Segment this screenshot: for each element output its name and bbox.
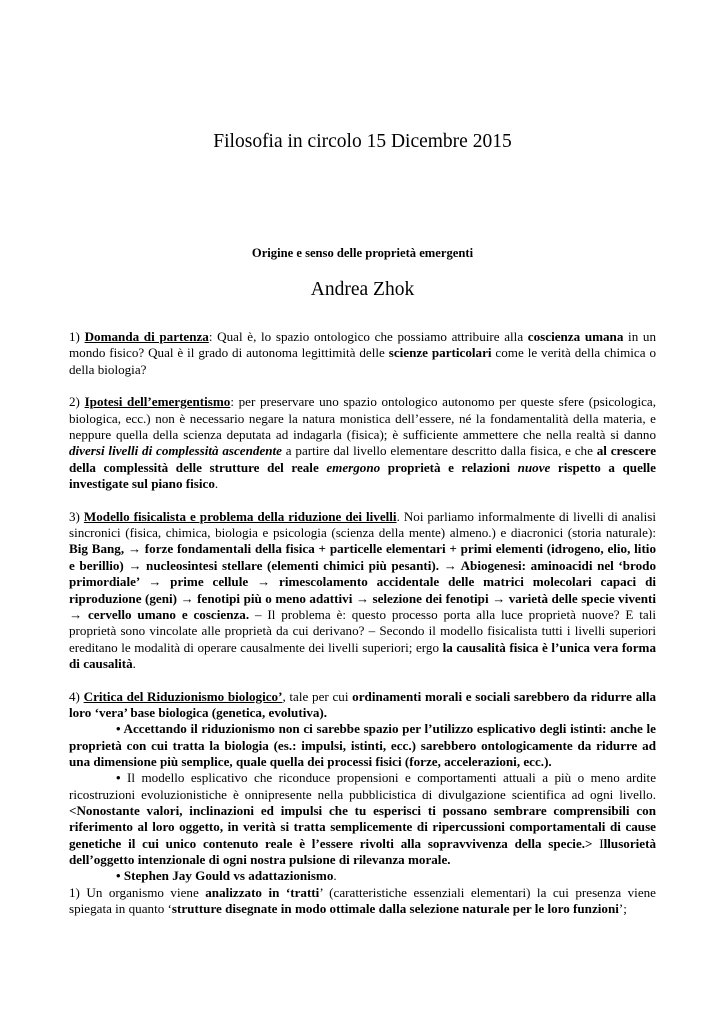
bold-run: strutture disegnate in modo ottimale dalla selezione naturale per le loro funzioni (171, 901, 619, 917)
text-run: : per preservare uno spazio ontologico autonomo per queste sfere (psicologica, biologica, ecc.) non è necessario negare la natura monistica dell’essere, né la fondamentalità della materia, e neppure quella della scienza deputata ad indagarla (fisica); è sufficiente ammettere che nella realtà si danno (69, 394, 656, 443)
bold-italic-run: diversi livelli di complessità ascendente (69, 443, 282, 459)
text-run: come le verità della chimica o della biologia? (69, 345, 656, 377)
text-run: . Noi parliamo informalmente di livelli di analisi sincronici (fisica, chimica, biologia e psicologia (scienza della mente) almeno.) e diacronici (storia naturale): (69, 508, 656, 541)
text-run: , tale per cui (282, 688, 353, 704)
paragraph-heading: Ipotesi dell’emergentismo (84, 394, 231, 410)
paragraph-gap (69, 378, 656, 394)
bold-run: al crescere della complessità delle strutture del reale (69, 443, 656, 475)
bullet-paragraph (69, 770, 656, 868)
numbered-paragraph (69, 885, 656, 918)
paragraph-number: 4) (69, 688, 84, 704)
document-subtitle: Origine e senso delle proprietà emergenti (251, 246, 474, 260)
document-title: Filosofia in circolo 15 Dicembre 2015 (213, 131, 512, 152)
text-run: – Il problema è: questo processo porta alla luce proprietà nuove? E tali proprietà sono vincolate alle proprietà da cui derivano? – Secondo il modello fisicalista tutti i livelli superiori ereditano le modalità di operare causalmente dei livelli superiori; ergo (69, 606, 657, 655)
bold-run: analizzato in ‘tratti (205, 884, 320, 900)
text-run: I (592, 835, 604, 851)
text-run: ’; (618, 901, 627, 917)
paragraph-number: 3) (69, 508, 84, 524)
text-run: 1) Un organismo viene (69, 884, 206, 900)
bullet-marker: • (116, 770, 128, 786)
paragraph-gap (69, 492, 656, 508)
bold-run: <Nonostante valori, inclinazioni ed impulsi che tu esperisci ti possano sembrare comprensibili con riferimento al loro oggetto, in verità si tratta semplicemente di ripercussioni comportamentali di cause genetiche il cui unico contenuto reale è l’essere rivolti alla sopravvivenza della specie.> (69, 802, 656, 851)
text-run: : Qual è, lo spazio ontologico che possiamo attribuire alla (208, 329, 528, 344)
bold-italic-run: emergono (326, 459, 381, 475)
bold-run: coscienza umana (527, 329, 624, 344)
bold-run: la causalità fisica è l’unica vera forma di causalità (69, 639, 656, 671)
bold-run: • Stephen Jay Gould vs adattazionismo (116, 868, 334, 884)
paragraph-number: 1) (69, 329, 85, 344)
text-run: . (132, 655, 136, 671)
bold-run: llusorietà dell’oggetto intenzionale di ogni nostra pulsione di rilevanza morale. (69, 835, 657, 867)
bold-run: scienze particolari (388, 345, 492, 361)
text-run: a partire dal livello elementare descritto dalla fisica, e che (282, 443, 597, 459)
paragraph-heading: Domanda di partenza (84, 329, 209, 344)
bold-run: ordinamenti morali e sociali sarebbero da ridurre alla loro ‘vera’ base biologica (genetica, evolutiva). (69, 688, 656, 720)
paragraph-1 (69, 329, 656, 378)
text-run: Il modello esplicativo che riconduce propensioni e comportamenti attuali a più o meno ardite ricostruzioni evoluzionistiche è onnipresente nella pubblicistica di divulgazione scientifica ad ogni livello. (69, 770, 657, 802)
paragraph-number: 2) (69, 394, 85, 410)
paragraph-heading: Modello fisicalista e problema della riduzione dei livelli (83, 508, 397, 524)
bullet-paragraph (69, 721, 656, 770)
paragraph-heading: Critica del Riduzionismo biologico’ (83, 688, 283, 704)
text-run: . (214, 476, 219, 492)
paragraph-4 (69, 689, 656, 722)
paragraph-2 (69, 394, 656, 492)
text-run: . (333, 868, 337, 884)
document-body (69, 329, 656, 917)
bullet-paragraph (69, 868, 656, 884)
bold-run: rispetto a quelle investigate sul piano fisico (69, 459, 656, 492)
paragraph-3 (69, 509, 656, 672)
paragraph-gap (69, 672, 656, 688)
bold-run: Big Bang, → forze fondamentali della fisica + particelle elementari + primi elementi (idrogeno, elio, litio e berillio) → nucleosintesi stellare (elementi chimici più pesanti). → Abiogenesi: aminoacidi nel ‘brodo primordiale’ → prime cellule → rimescolamento accidentale delle matrici molecolari capaci di riproduzione (geni) → fenotipi più o meno adattivi → selezione dei fenotipi → varietà delle specie viventi → cervello umano e coscienza. (69, 541, 656, 622)
bold-italic-run: nuove (517, 459, 551, 475)
text-run: ’ (caratteristiche essenziali elementari) la cui presenza viene spiegata in quanto ‘ (69, 884, 656, 917)
bold-run: • Accettando il riduzionismo non ci sarebbe spazio per l’utilizzo esplicativo degli istinti: anche le proprietà con cui tratta la biologia (es.: impulsi, istinti, ecc.) sarebbero ontologicamente da ridurre ad una dimensione più semplice, quale quella dei processi fisici (forze, accelerazioni, ecc.). (69, 721, 656, 769)
bold-run: proprietà e relazioni (380, 459, 518, 475)
author-name: Andrea Zhok (310, 279, 415, 300)
text-run: in un mondo fisico? Qual è il grado di autonoma legittimità delle (69, 329, 656, 361)
